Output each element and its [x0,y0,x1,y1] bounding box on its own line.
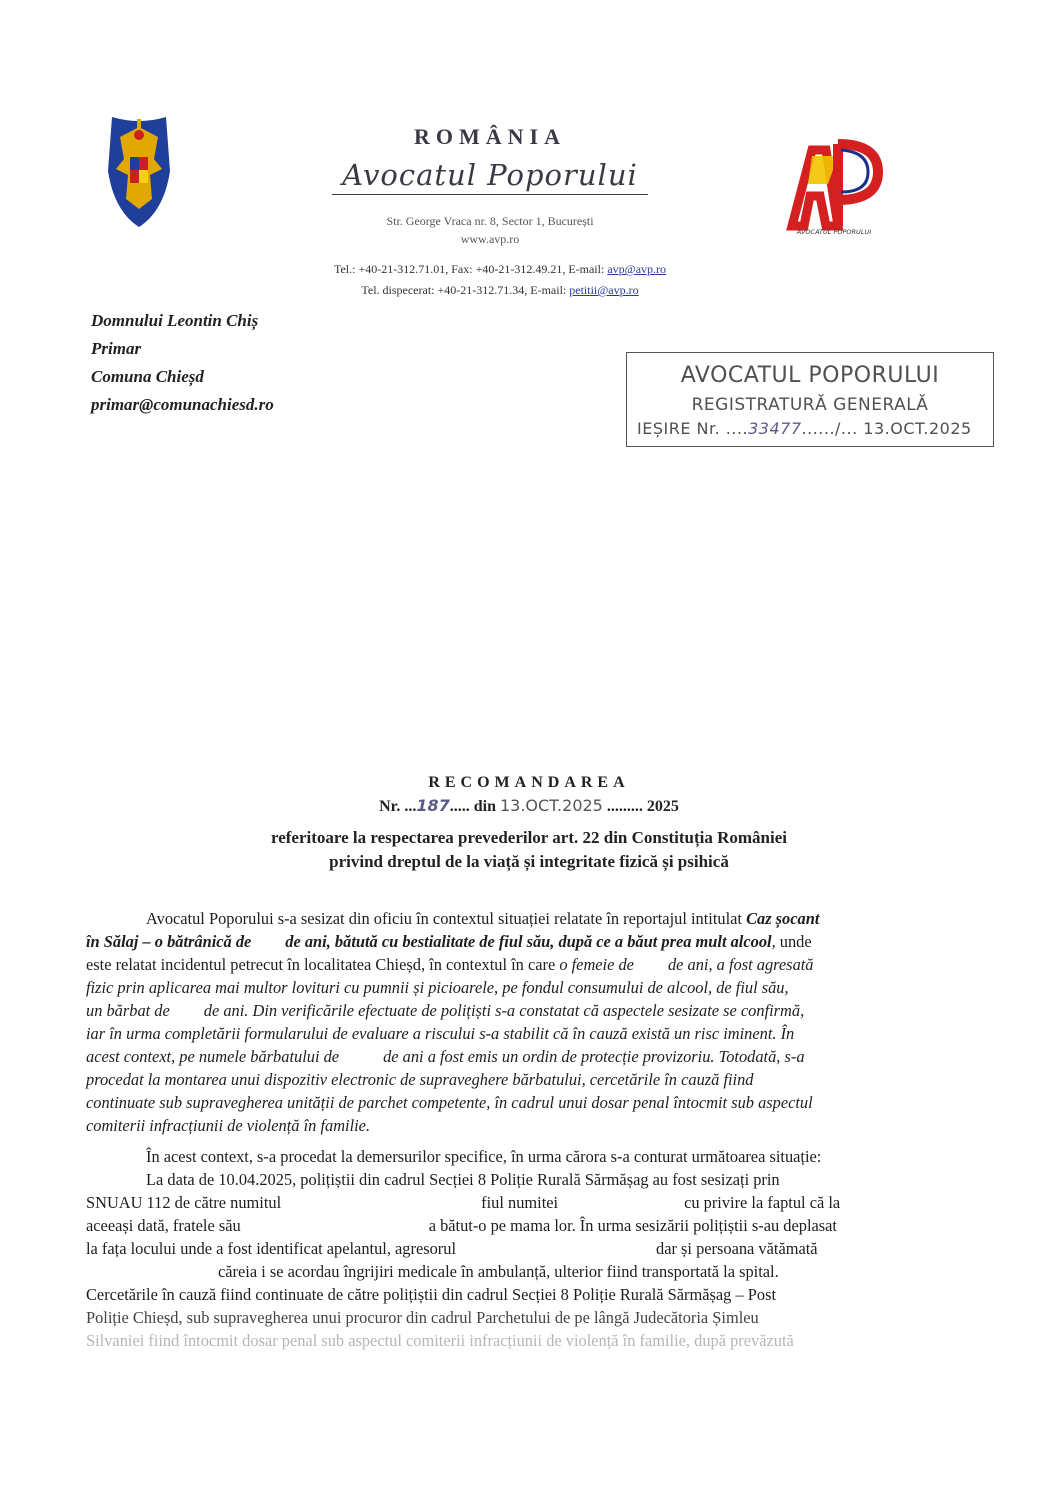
body-line-13 [86,1192,980,1214]
report-title-part: în Sălaj – o bătrânică de [86,932,252,951]
country-title: ROMÂNIA [414,124,566,149]
stamp-number: 33477 [748,419,802,438]
document-subtitle-2: privind dreptul de la viață și integritate fizică și psihică [329,852,729,871]
dispatch-phone: Tel. dispecerat: +40-21-312.71.34, E-mail: [361,283,567,297]
body-text: Avocatul Poporului s-a sesizat din oficiu în contextul situației relatate în reportajul intitulat [146,909,747,928]
stamp-exit-line [637,419,987,438]
body-line-11: În acest context, s-a procedat la demersurilor specifice, în urma cărora s-a conturat următoarea situație: [146,1147,822,1166]
body-line-4: fizic prin aplicarea mai multor lovituri cu pumnii și picioarele, pe fondul consumului de alcool, de fiul său, [86,978,789,997]
body-line-10: comiterii infracțiunii de violență în familie. [86,1116,371,1135]
document-title: RECOMANDAREA [428,774,630,791]
stamp-dots: ....../... [801,419,858,438]
body-line-15 [86,1238,980,1260]
logo-caption: AVOCATUL POPORULUI [796,228,872,236]
body-line-6: iar în urma completării formularului de evaluare a riscului s-a stabilit că în cauză există un risc iminent. În [86,1024,795,1043]
body-line-8: procedat la montarea unui dispozitiv electronic de supraveghere bărbatului, cercetările în cauză fiind [86,1070,754,1089]
institution-website[interactable]: www.avp.ro [460,232,520,246]
body-line-1 [146,908,980,930]
body-line-14 [86,1215,980,1237]
stamp-date: 13.OCT.2025 [863,419,972,438]
body-text: a bătut-o pe mama lor. În urma sesizării polițiștii s-au deplasat [428,1216,837,1235]
body-line-12: La data de 10.04.2025, polițiștii din cadrul Secției 8 Poliție Rurală Sărmășag au fost sesizați prin [146,1170,780,1189]
stamp-exit-label: IEȘIRE Nr. .... [637,419,749,438]
report-title-part: de ani, bătută cu bestialitate de fiul său, după ce a băut prea mult alcool [285,932,772,951]
body-line-17: Cercetările în cauză fiind continuate de către polițiștii din cadrul Secției 8 Poliție Rurală Sărmășag – Post [86,1285,777,1304]
stamp-institution: AVOCATUL POPORULUI [680,363,940,388]
coat-of-arms-icon [100,113,178,231]
body-text: acest context, pe numele bărbatului de [86,1047,340,1066]
body-text: aceeași dată, fratele său [86,1216,241,1235]
body-text: este relatat incidentul petrecut în localitatea Chieșd, în contextul în care [86,955,560,974]
body-text: de ani. Din verificările efectuate de polițiști s-a constatat că aspectele sesizate se confirmă, [203,1001,805,1020]
nr-label: Nr. ... [379,798,417,815]
body-line-19: Silvaniei fiind întocmit dosar penal sub aspectul comiterii infracțiunii de violență în familie, după prevăzută [86,1331,794,1350]
body-line-18: Poliție Chieșd, sub supravegherea unui procuror din cadrul Parchetului de pe lângă Judecătoria Șimleu [86,1308,759,1327]
body-line-3 [86,954,980,976]
nr-value: 187 [416,796,450,815]
recipient-email[interactable]: primar@comunachiesd.ro [91,395,274,414]
contact-line-1 [150,262,850,277]
report-title-part: Caz șocant [746,909,820,928]
body-text: de ani, a fost agresată [667,955,814,974]
body-text: , unde [771,932,812,951]
body-text: la fața locului unde a fost identificat apelantul, agresorul [86,1239,457,1258]
petitions-email-link[interactable]: petitii@avp.ro [569,283,639,297]
document-number-line [0,796,1058,816]
document-subtitle-1: referitoare la respectarea prevederilor art. 22 din Constituția României [270,828,788,847]
institution-name: Avocatul Poporului [200,158,780,192]
avp-logo-icon [778,130,884,238]
body-text: cu privire la faptul că la [684,1193,841,1212]
body-line-7 [86,1046,980,1068]
registry-stamp [626,352,994,447]
body-text: SNUAU 112 de către numitul [86,1193,282,1212]
contact-email-link[interactable]: avp@avp.ro [607,262,667,276]
body-text: dar și persoana vătămată [656,1239,818,1258]
contact-phone-fax: Tel.: +40-21-312.71.01, Fax: +40-21-312.49.21, E-mail: [333,262,605,276]
recipient-name: Domnului Leontin Chiș [91,311,259,330]
body-line-2 [86,931,980,953]
institution-address: Str. George Vraca nr. 8, Sector 1, București [386,214,594,228]
nr-date: 13.OCT.2025 [499,796,603,815]
body-text: fiul numitei [481,1193,559,1212]
body-text: un bărbat de [86,1001,170,1020]
recipient-place: Comuna Chieșd [91,367,204,386]
body-line-16: căreia i se acordau îngrijiri medicale în ambulanță, ulterior fiind transportată la spital. [218,1262,779,1281]
nr-mid: ..... din [449,798,500,815]
body-text: o femeie de [559,955,634,974]
contact-line-2 [150,283,850,298]
body-line-5 [86,1000,980,1022]
body-line-9: continuate sub supravegherea unității de parchet competente, în cadrul unui dosar penal întocmit sub aspectul [86,1093,813,1112]
recipient-role: Primar [91,339,142,358]
stamp-registry: REGISTRATURĂ GENERALĂ [691,395,929,415]
nr-year: ......... 2025 [602,798,679,815]
body-text: de ani a fost emis un ordin de protecție provizoriu. Totodată, s-a [383,1047,805,1066]
